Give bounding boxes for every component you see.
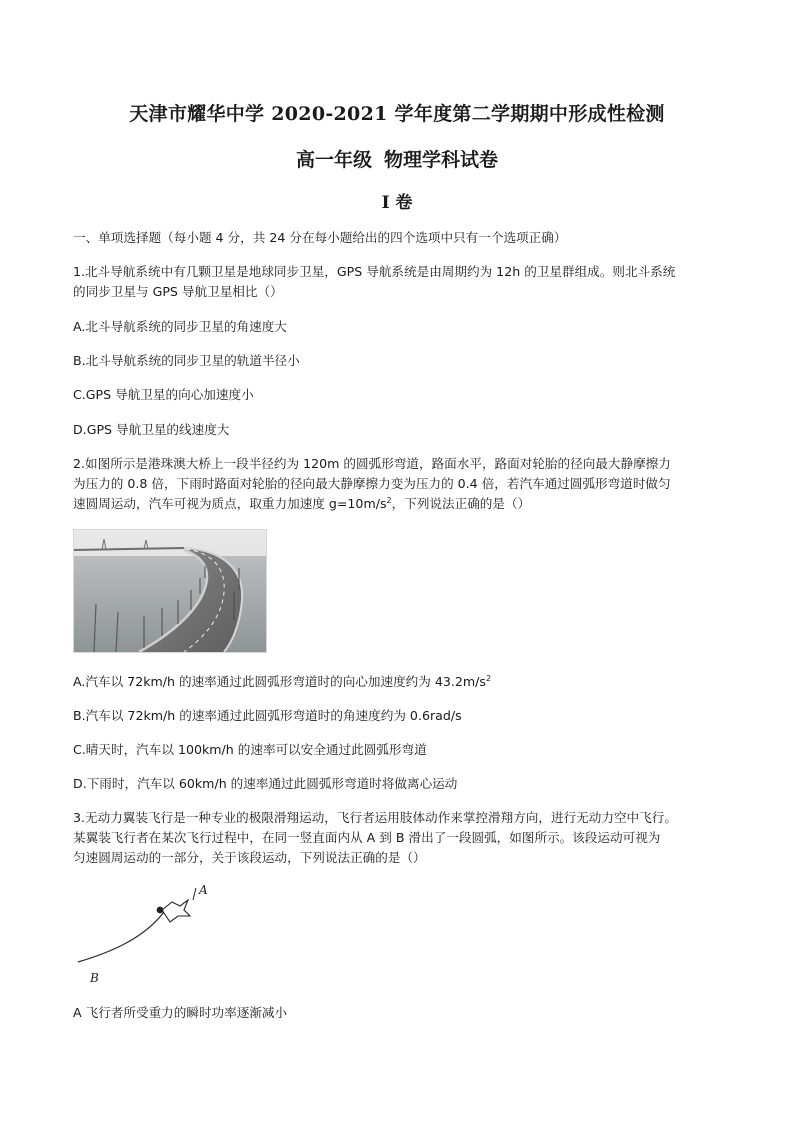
exam-subtitle	[0, 145, 794, 172]
q2-stem-line1: 2.如图所示是港珠澳大桥上一段半径约为 120m 的圆弧形弯道，路面水平，路面对轮胎的径向最大静摩擦力	[73, 456, 671, 471]
volume-label: I 卷	[381, 193, 413, 213]
q1-option-c: C.GPS 导航卫星的向心加速度小	[73, 387, 254, 402]
q2-stem-line2: 为压力的 0.8 倍，下雨时路面对轮胎的径向最大静摩擦力变为压力的 0.4 倍，若汽车通过圆弧形弯道时做匀	[73, 476, 671, 491]
bridge-photo-drawing	[74, 530, 266, 652]
section-heading: 一、单项选择题（每小题 4 分，共 24 分在每小题给出的四个选项中只有一个选项正确）	[73, 230, 567, 245]
flyer-icon	[157, 888, 196, 922]
subject-label: 物理学科试卷	[384, 149, 499, 171]
q1-stem-line2: 的同步卫星与 GPS 导航卫星相比（）	[73, 284, 283, 299]
flight-arc-figure	[72, 880, 222, 990]
q3-stem-line3: 匀速圆周运动的一部分，关于该段运动，下列说法正确的是（）	[73, 850, 426, 865]
q1-option-a: A.北斗导航系统的同步卫星的角速度大	[73, 319, 287, 334]
q3-stem-line2: 某翼装飞行者在某次飞行过程中，在同一竖直面内从 A 到 B 滑出了一段圆弧，如图所示。该段运动可视为	[73, 830, 661, 845]
q2-stem-line3-sup: 2	[386, 496, 392, 505]
q2-option-d: D.下雨时，汽车以 60km/h 的速率通过此圆弧形弯道时将做离心运动	[73, 776, 458, 791]
q1-option-d: D.GPS 导航卫星的线速度大	[73, 422, 230, 437]
q2-option-c: C.晴天时，汽车以 100km/h 的速率可以安全通过此圆弧形弯道	[73, 742, 427, 757]
flight-arc-drawing	[72, 880, 222, 990]
exam-title: 天津市耀华中学 2020-2021 学年度第二学期期中形成性检测	[129, 103, 665, 125]
q2-option-a-text: A.汽车以 72km/h 的速率通过此圆弧形弯道时的向心加速度约为 43.2m/s	[73, 674, 486, 689]
q3-option-a: A 飞行者所受重力的瞬时功率逐渐减小	[73, 1005, 288, 1020]
arc-path	[78, 912, 164, 962]
q2-stem-line3	[73, 495, 733, 512]
bridge-photo	[73, 529, 267, 653]
q1-option-b: B.北斗导航系统的同步卫星的轨道半径小	[73, 353, 300, 368]
q2-stem-line3-text: 速圆周运动，汽车可视为质点，取重力加速度 g=10m/s	[73, 496, 387, 511]
q3-stem-line1: 3.无动力翼装飞行是一种专业的极限滑翔运动，飞行者运用肢体动作来掌控滑翔方向，进行无动力空中飞行。	[73, 810, 677, 825]
q2-option-b: B.汽车以 72km/h 的速率通过此圆弧形弯道时的角速度约为 0.6rad/s	[73, 708, 462, 723]
point-b-label: B	[90, 971, 99, 985]
q2-stem-line3-tail: ，下列说法正确的是（）	[391, 496, 531, 511]
q1-stem-line1: 1.北斗导航系统中有几颗卫星是地球同步卫星，GPS 导航系统是由周期约为 12h 的卫星群组成。则北斗系统	[73, 264, 676, 279]
q2-option-a	[73, 673, 733, 690]
point-a-label: A	[199, 883, 208, 897]
grade-label: 高一年级	[295, 149, 372, 171]
q2-option-a-sup: 2	[486, 674, 492, 683]
